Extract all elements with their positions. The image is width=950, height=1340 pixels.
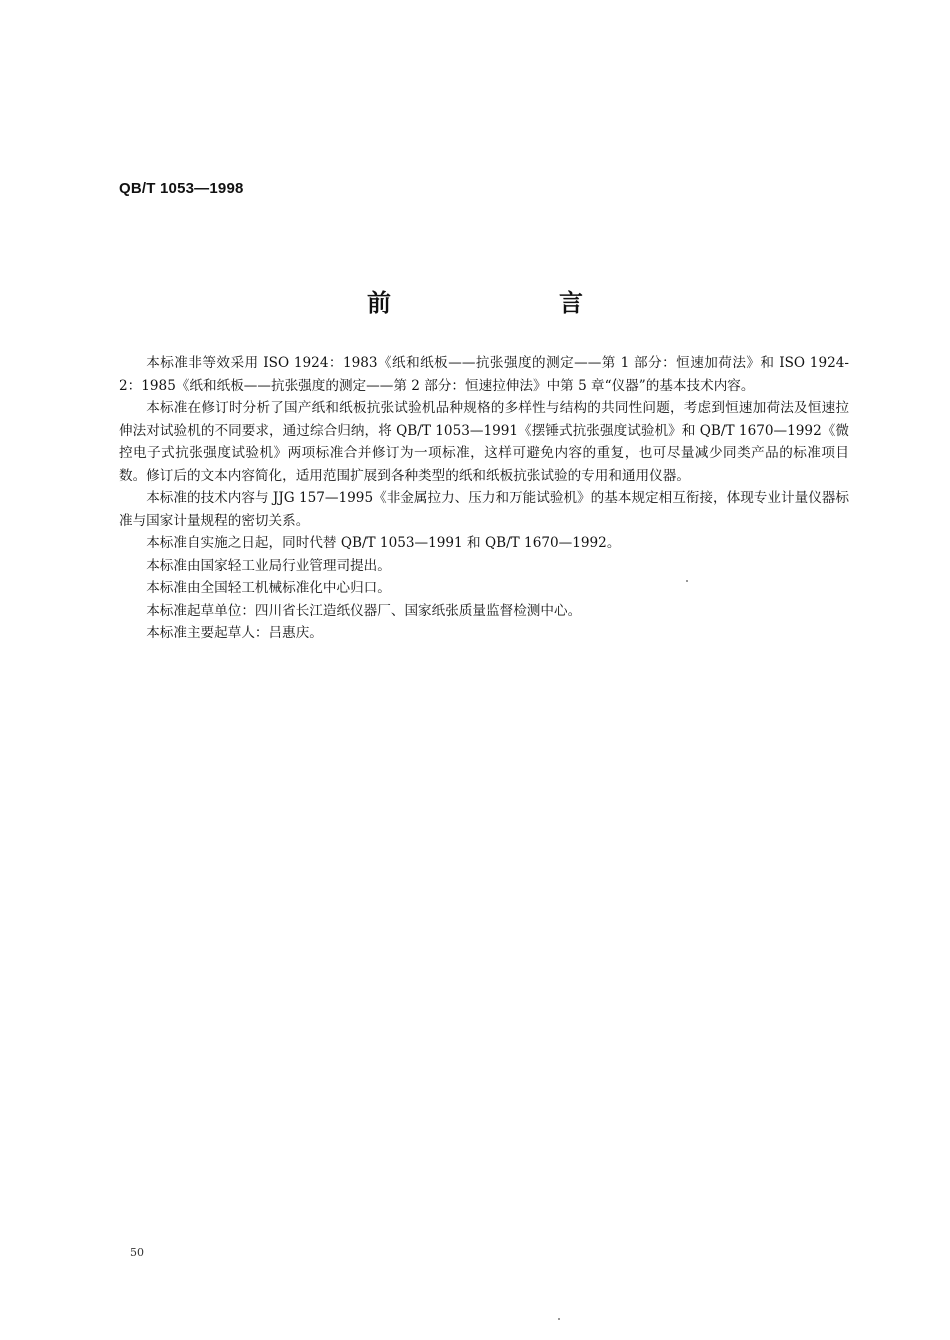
- scan-speck: [558, 1318, 560, 1320]
- preface-body: [119, 352, 849, 645]
- paragraph-revision: 本标准在修订时分析了国产纸和纸板抗张试验机品种规格的多样性与结构的共同性问题，考虑到恒速加荷法及恒速拉伸法对试验机的不同要求，通过综合归纳，将 QB/T 1053—1991《摆锤式抗张强度试验机》和 QB/T 1670—1992《微控电子式抗张强度试验机》两项标准合并修订为一项标准，这样可避免内容的重复，也可尽量减少同类产品的标准项目数。修订后的文本内容简化，适用范围扩展到各种类型的纸和纸板抗张试验的专用和通用仪器。: [119, 400, 849, 484]
- paragraph-drafting-units: 本标准起草单位：四川省长江造纸仪器厂、国家纸张质量监督检测中心。: [146, 602, 582, 619]
- page-number: 50: [130, 1246, 144, 1259]
- paragraph-drafter: 本标准主要起草人：吕惠庆。: [146, 625, 323, 641]
- paragraph-proposer: 本标准由国家轻工业局行业管理司提出。: [146, 557, 391, 574]
- paragraph-adoption: 本标准非等效采用 ISO 1924：1983《纸和纸板——抗张强度的测定——第 1 部分：恒速加荷法》和 ISO 1924-2：1985《纸和纸板——抗张强度的测定——第 2 部分：恒速拉伸法》中第 5 章“仪器”的基本技术内容。: [119, 355, 849, 394]
- standard-code: QB/T 1053—1998: [119, 180, 244, 197]
- paragraph-responsible: 本标准由全国轻工机械标准化中心归口。: [146, 580, 391, 596]
- page-title: 前 言: [367, 289, 655, 317]
- paragraph-technical-content: 本标准的技术内容与 JJG 157—1995《非金属拉力、压力和万能试验机》的基本规定相互衔接，体现专业计量仪器标准与国家计量规程的密切关系。: [119, 490, 849, 529]
- scan-speck: [686, 580, 688, 582]
- paragraph-replacement: 本标准自实施之日起，同时代替 QB/T 1053—1991 和 QB/T 1670—1992。: [146, 535, 621, 551]
